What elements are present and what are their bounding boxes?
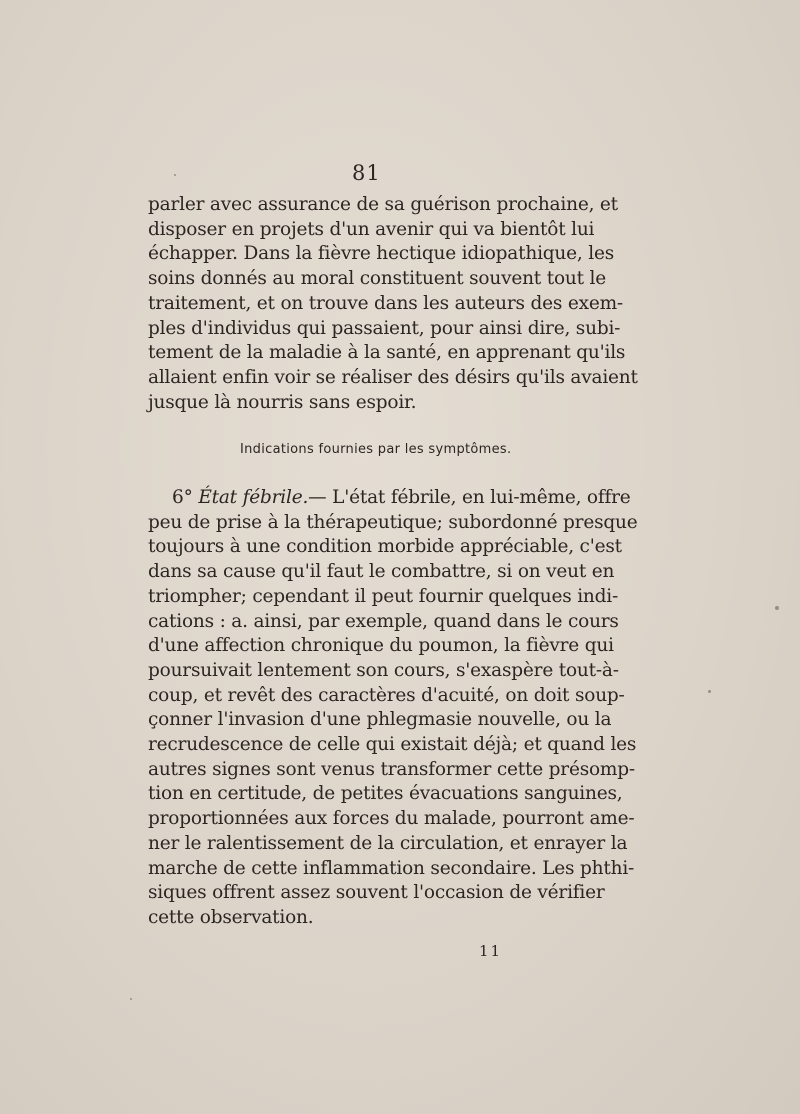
signature-mark: 11: [479, 942, 503, 960]
item-title: État fébrile.: [198, 487, 309, 508]
paper-speck: [775, 606, 779, 610]
text-line: çonner l'invasion d'une phlegmasie nouvelle, ou la: [148, 709, 612, 731]
first-line-text: — L'état fébrile, en lui-même, offre: [308, 487, 631, 508]
paper-speck: [130, 998, 132, 1000]
text-line: recrudescence de celle qui existait déjà; et quand les: [148, 734, 637, 756]
text-line: triompher; cependant il peut fournir quelques indi-: [148, 585, 619, 607]
text-line: soins donnés au moral constituent souvent tout le: [148, 268, 606, 290]
text-line: traitement, et on trouve dans les auteurs des exem-: [148, 292, 623, 314]
section-heading: Indications fournies par les symptômes.: [240, 442, 512, 457]
paper-speck: [174, 174, 176, 176]
text-line: poursuivait lentement son cours, s'exaspère tout-à-: [148, 659, 619, 681]
text-line: coup, et revêt des caractères d'acuité, on doit soup-: [148, 684, 625, 706]
text-line: ples d'individus qui passaient, pour ainsi dire, subi-: [148, 317, 621, 339]
page-number: 81: [352, 161, 381, 185]
text-line: tement de la maladie à la santé, en apprenant qu'ils: [148, 342, 626, 364]
text-line: peu de prise à la thérapeutique; subordonné presque: [148, 511, 638, 533]
paragraph-2-first-line: [148, 486, 631, 511]
paragraph-1: [148, 193, 638, 415]
text-line: dans sa cause qu'il faut le combattre, si on veut en: [148, 561, 615, 583]
text-line: allaient enfin voir se réaliser des désirs qu'ils avaient: [148, 366, 638, 388]
text-line: d'une affection chronique du poumon, la fièvre qui: [148, 635, 614, 657]
paper-speck: [708, 690, 711, 693]
text-line: siques offrent assez souvent l'occasion de vérifier: [148, 882, 605, 904]
paragraph-2-lines: [148, 511, 638, 931]
text-line: ner le ralentissement de la circulation, et enrayer la: [148, 832, 628, 854]
paragraph-2: [148, 486, 638, 931]
text-line: tion en certitude, de petites évacuations sanguines,: [148, 783, 623, 805]
text-line: autres signes sont venus transformer cette présomp-: [148, 758, 635, 780]
text-line: proportionnées aux forces du malade, pourront ame-: [148, 808, 635, 830]
text-line: parler avec assurance de sa guérison prochaine, et: [148, 194, 618, 215]
text-line: marche de cette inflammation secondaire. Les phthi-: [148, 857, 635, 879]
text-line: cations : a. ainsi, par exemple, quand dans le cours: [148, 610, 619, 632]
text-line: échapper. Dans la fièvre hectique idiopathique, les: [148, 243, 615, 265]
text-line: cette observation.: [148, 906, 314, 928]
text-line: toujours à une condition morbide appréciable, c'est: [148, 536, 622, 558]
text-line: jusque là nourris sans espoir.: [148, 391, 417, 413]
text-line: disposer en projets d'un avenir qui va bientôt lui: [148, 218, 595, 240]
item-number: 6°: [172, 487, 193, 508]
